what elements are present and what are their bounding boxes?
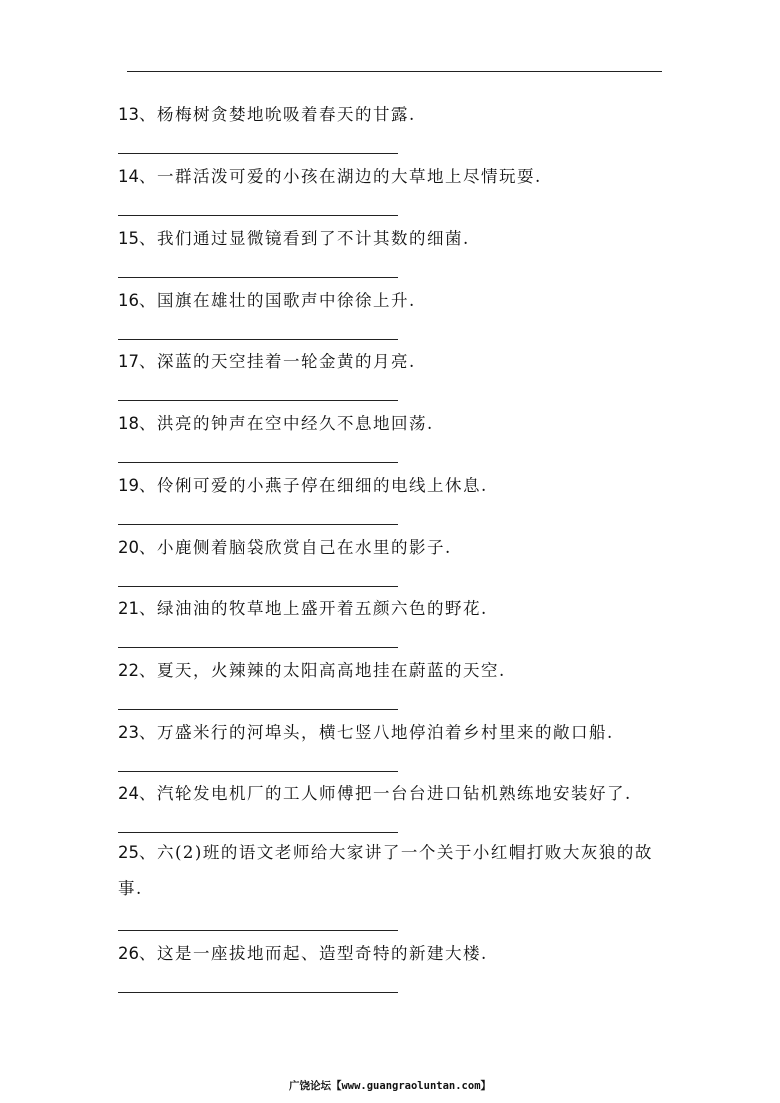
- exercise-number: 23: [118, 723, 139, 742]
- answer-line[interactable]: [118, 400, 398, 401]
- exercise-sentence: 20、小鹿侧着脑袋欣赏自己在水里的影子.: [118, 538, 452, 557]
- exercise-sentence: 17、深蓝的天空挂着一轮金黄的月亮.: [118, 352, 416, 371]
- answer-line[interactable]: [118, 277, 398, 278]
- exercise-sentence: 26、这是一座拔地而起、造型奇特的新建大楼.: [118, 944, 488, 963]
- answer-line[interactable]: [118, 215, 398, 216]
- exercise-text: 六(2)班的语文老师给大家讲了一个关于小红帽打败大灰狼的故事.: [118, 843, 653, 898]
- page-footer: 广饶论坛【www.guangraoluntan.com】: [288, 1080, 492, 1092]
- exercise-sentence: 22、夏天，火辣辣的太阳高高地挂在蔚蓝的天空.: [118, 661, 506, 680]
- exercise-text: 一群活泼可爱的小孩在湖边的大草地上尽情玩耍.: [157, 167, 542, 186]
- exercise-text: 小鹿侧着脑袋欣赏自己在水里的影子.: [157, 538, 452, 557]
- exercise-number: 19: [118, 476, 139, 495]
- exercise-number: 14: [118, 167, 139, 186]
- exercise-number: 18: [118, 414, 139, 433]
- answer-line[interactable]: [118, 153, 398, 154]
- exercise-number: 15: [118, 229, 139, 248]
- exercise-text: 洪亮的钟声在空中经久不息地回荡.: [157, 414, 434, 433]
- exercise-item: [118, 777, 678, 811]
- exercise-number: 25: [118, 843, 139, 862]
- exercise-text: 万盛米行的河埠头，横七竖八地停泊着乡村里来的敞口船.: [157, 723, 614, 742]
- exercise-number: 20: [118, 538, 139, 557]
- exercise-item: [118, 835, 663, 907]
- exercise-number: 13: [118, 105, 139, 124]
- answer-line[interactable]: [118, 462, 398, 463]
- exercise-sentence: 13、杨梅树贪婪地吮吸着春天的甘露.: [118, 105, 416, 124]
- answer-line[interactable]: [118, 930, 398, 931]
- exercise-number: 22: [118, 661, 139, 680]
- exercise-text: 绿油油的牧草地上盛开着五颜六色的野花.: [157, 599, 488, 618]
- exercise-text: 杨梅树贪婪地吮吸着春天的甘露.: [157, 105, 416, 124]
- exercise-sentence: 24、汽轮发电机厂的工人师傅把一台台进口钻机熟练地安装好了.: [118, 784, 632, 803]
- exercise-text: 我们通过显微镜看到了不计其数的细菌.: [157, 229, 470, 248]
- answer-line[interactable]: [118, 524, 398, 525]
- exercise-item: [118, 592, 678, 626]
- exercise-item: [118, 222, 678, 256]
- exercise-item: [118, 937, 678, 971]
- answer-line[interactable]: [118, 832, 398, 833]
- answer-line[interactable]: [118, 339, 398, 340]
- exercise-text: 伶俐可爱的小燕子停在细细的电线上休息.: [157, 476, 488, 495]
- exercise-sentence: 23、万盛米行的河埠头，横七竖八地停泊着乡村里来的敞口船.: [118, 723, 614, 742]
- exercise-item: [118, 531, 678, 565]
- answer-line[interactable]: [118, 586, 398, 587]
- answer-line[interactable]: [118, 647, 398, 648]
- exercise-text: 夏天，火辣辣的太阳高高地挂在蔚蓝的天空.: [157, 661, 506, 680]
- exercise-item: [118, 160, 678, 194]
- exercise-sentence: 18、洪亮的钟声在空中经久不息地回荡.: [118, 414, 434, 433]
- exercise-item: [118, 716, 678, 750]
- exercise-item: [118, 407, 678, 441]
- exercise-sentence: 15、我们通过显微镜看到了不计其数的细菌.: [118, 229, 470, 248]
- exercise-number: 21: [118, 599, 139, 618]
- exercise-sentence: 25、六(2)班的语文老师给大家讲了一个关于小红帽打败大灰狼的故事.: [118, 843, 653, 898]
- exercise-text: 汽轮发电机厂的工人师傅把一台台进口钻机熟练地安装好了.: [157, 784, 632, 803]
- answer-line[interactable]: [118, 992, 398, 993]
- exercise-text: 深蓝的天空挂着一轮金黄的月亮.: [157, 352, 416, 371]
- exercise-sentence: 21、绿油油的牧草地上盛开着五颜六色的野花.: [118, 599, 488, 618]
- exercise-item: [118, 345, 678, 379]
- exercise-item: [118, 469, 678, 503]
- exercise-number: 24: [118, 784, 139, 803]
- exercise-item: [118, 654, 678, 688]
- exercise-sentence: 16、国旗在雄壮的国歌声中徐徐上升.: [118, 291, 416, 310]
- exercise-item: [118, 98, 678, 132]
- exercise-number: 26: [118, 944, 139, 963]
- answer-line[interactable]: [118, 709, 398, 710]
- exercise-sentence: 19、伶俐可爱的小燕子停在细细的电线上休息.: [118, 476, 488, 495]
- exercise-sentence: 14、一群活泼可爱的小孩在湖边的大草地上尽情玩耍.: [118, 167, 542, 186]
- exercise-number: 16: [118, 291, 139, 310]
- answer-line[interactable]: [118, 771, 398, 772]
- exercise-item: [118, 284, 678, 318]
- exercise-text: 这是一座拔地而起、造型奇特的新建大楼.: [157, 944, 488, 963]
- exercise-text: 国旗在雄壮的国歌声中徐徐上升.: [157, 291, 416, 310]
- exercise-number: 17: [118, 352, 139, 371]
